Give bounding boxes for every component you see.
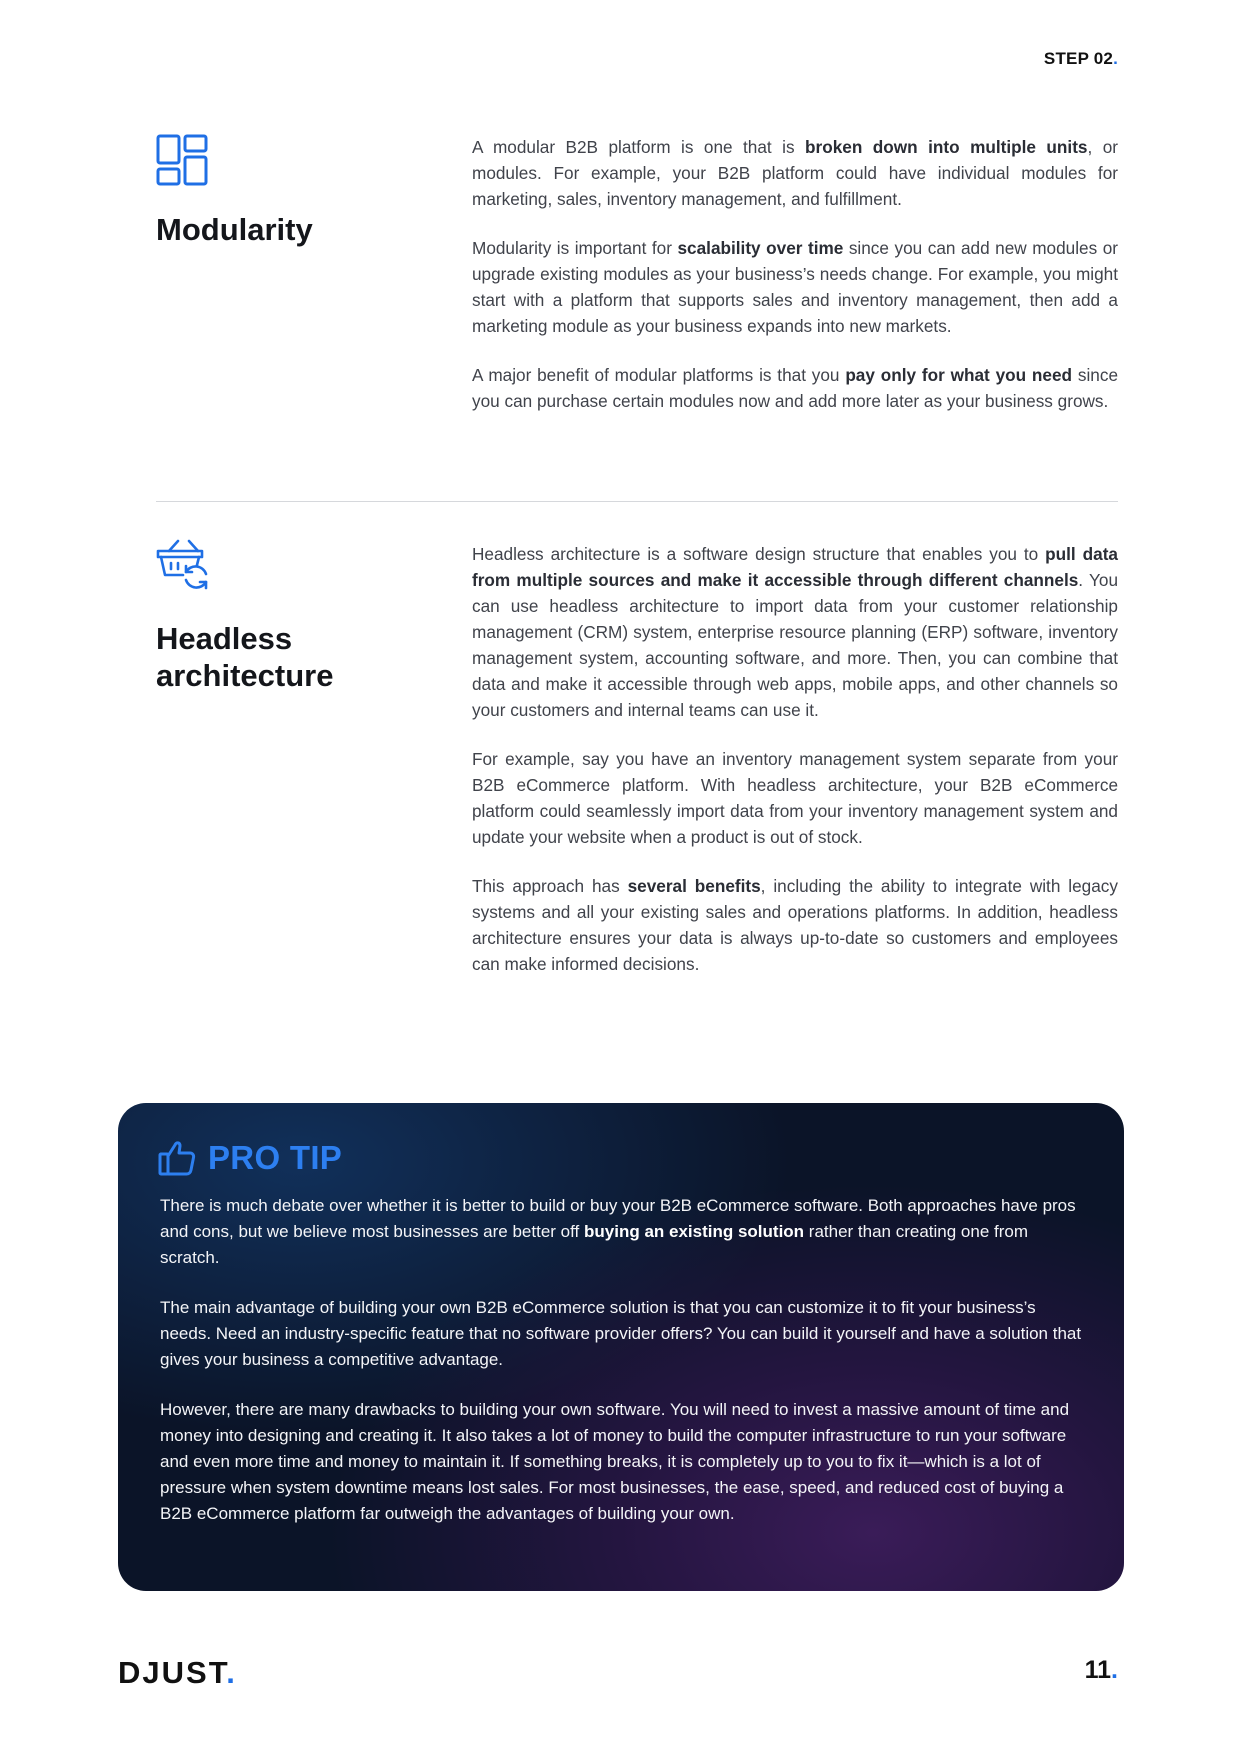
modules-icon [156, 134, 208, 186]
pro-tip-body [160, 1193, 1085, 1551]
thumbs-up-icon [158, 1139, 196, 1177]
section-title: Headless architecture [156, 621, 334, 693]
paragraph: This approach has several benefits, including the ability to integrate with legacy systems and all your existing sales and operations platforms. In addition, headless architecture ensures your data is always up-to-date so customers and employees can make informed decisions. [472, 876, 1118, 974]
pro-tip-header [158, 1139, 342, 1177]
paragraph: For example, say you have an inventory management system separate from your B2B eCommerce platform. With headless architecture, your B2B eCommerce platform could seamlessly import data from your inventory management system and update your website when a product is out of stock. [472, 749, 1118, 847]
paragraph: A modular B2B platform is one that is broken down into multiple units, or modules. For example, your B2B platform could have individual modules for marketing, sales, inventory management, and fulfillment. [472, 137, 1119, 209]
pro-tip-box [118, 1103, 1124, 1591]
paragraph: The main advantage of building your own B2B eCommerce solution is that you can customize it to fit your business’s needs. Need an industry-specific feature that no software provider offers? You can build it yourself and have a solution that gives your business a competitive advantage. [160, 1298, 1082, 1369]
paragraph: A major benefit of modular platforms is that you pay only for what you need since you can purchase certain modules now and add more later as your business grows. [472, 365, 1118, 411]
section-body [472, 134, 1118, 437]
pro-tip-title: PRO TIP [208, 1139, 343, 1176]
basket-sync-icon [156, 538, 210, 592]
djust-logo: DJUST. [118, 1655, 237, 1690]
paragraph: Modularity is important for scalability over time since you can add new modules or upgrade existing modules as your business’s needs change. For example, you might start with a platform that supports sales and inventory management, then add a marketing module as your business expands into new markets. [472, 238, 1118, 336]
paragraph: Headless architecture is a software design structure that enables you to pull data from multiple sources and make it accessible through different channels. You can use headless architecture to import data from your customer relationship management (CRM) system, enterprise resource planning (ERP) software, inventory management system, accounting software, and more. Then, you can combine that data and make it accessible through web apps, mobile apps, and other channels so your customers and internal teams can use it. [472, 544, 1119, 720]
section-divider [156, 501, 1118, 502]
paragraph: There is much debate over whether it is better to build or buy your B2B eCommerce software. Both approaches have pros and cons, but we believe most businesses are better off buying an existing solution rather than creating one from scratch. [160, 1196, 1076, 1267]
page-number: 11. [1084, 1656, 1118, 1684]
paragraph: However, there are many drawbacks to building your own software. You will need to invest a massive amount of time and money into designing and creating it. It also takes a lot of money to build the computer infrastructure to run your software and even more time and money to maintain it. If something breaks, it is completely up to you to fix it—which is a lot of pressure when system downtime means lost sales. For most businesses, the ease, speed, and reduced cost of buying a B2B eCommerce platform far outweigh the advantages of building your own. [160, 1400, 1070, 1523]
section-title: Modularity [156, 212, 313, 247]
step-label: STEP 02. [1043, 49, 1118, 68]
section-body [472, 541, 1118, 1000]
